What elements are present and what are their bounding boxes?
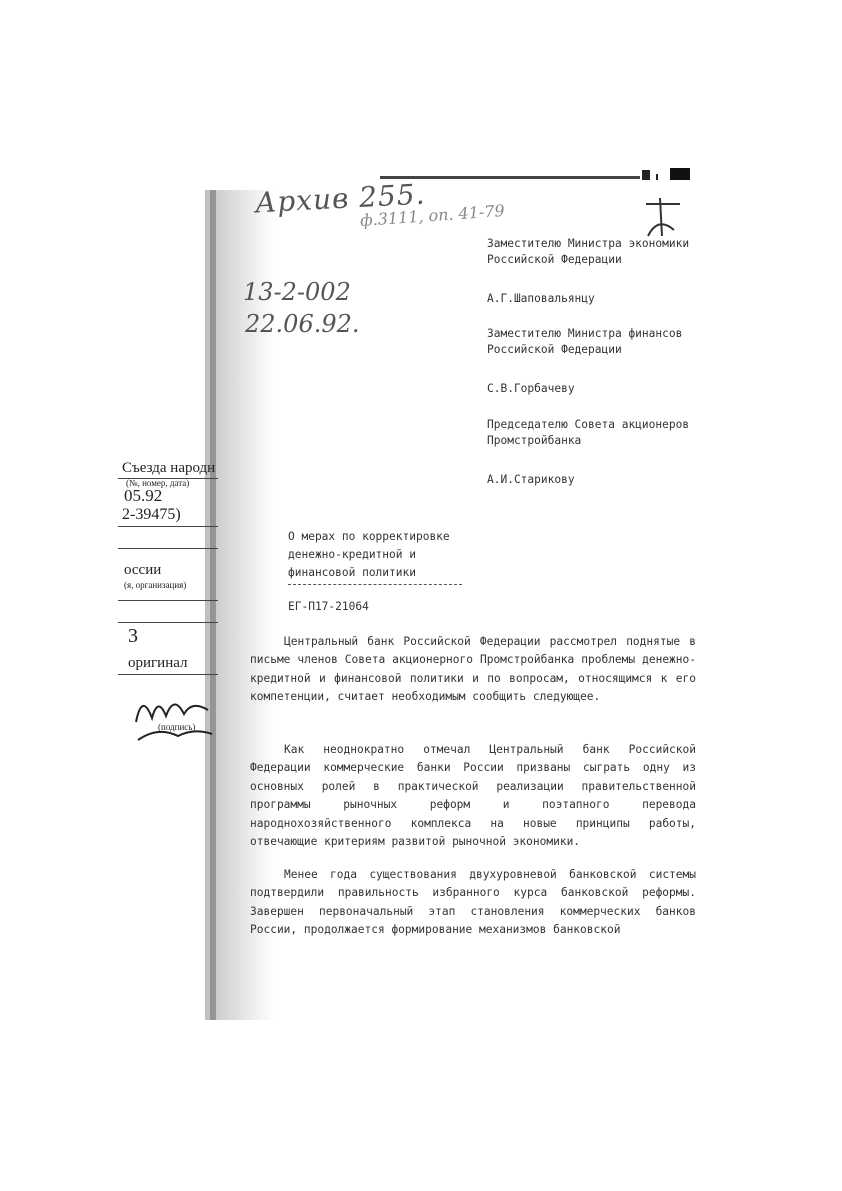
stamp-text: 3 — [128, 625, 138, 647]
scan-edge-line — [210, 190, 216, 1020]
stamp-text: 05.92 — [124, 486, 163, 505]
stamp-signature — [128, 682, 228, 742]
addressee-org: Промстройбанка — [487, 434, 582, 447]
addressee-2-name: С.В.Горбачеву — [487, 382, 575, 395]
subject-block — [288, 528, 450, 582]
stamp-text: 2-39475) — [122, 506, 181, 523]
addressee-3 — [487, 417, 689, 449]
subject-line: О мерах по корректировке — [288, 530, 450, 543]
addressee-org: Российской Федерации — [487, 253, 622, 266]
addressee-2 — [487, 326, 682, 358]
stamp-caption: (подпись) — [158, 722, 196, 732]
subject-line: денежно-кредитной и — [288, 548, 416, 561]
addressee-title: Заместителю Министра экономики — [487, 237, 690, 250]
addressee-3-name: А.И.Старикову — [487, 473, 575, 486]
top-scan-bar — [380, 168, 690, 182]
handwritten-reg-date: 22.06.92. — [245, 310, 360, 338]
subject-line: финансовой политики — [288, 566, 416, 579]
addressee-1-name: А.Г.Шаповальянцу — [487, 292, 595, 305]
stamp-text: Съезда народн — [122, 460, 216, 476]
stamp-text: оригинал — [128, 655, 188, 671]
handwritten-archive-note: Архив 255. — [254, 177, 427, 220]
body-paragraph-2: Как неоднократно отмечал Центральный банк Российской Федерации коммерческие банки России призваны сыграть одну из основных ролей в практической реализации правительственной программы рыночных реформ и поэтапного перевода народнохозяйственного комплекса на новые принципы работы, отвечающие критериям развитой рыночной экономики. — [250, 743, 696, 849]
stamp-caption: (я, организация) — [124, 580, 187, 590]
handwritten-reg-number: 13-2-002 — [243, 278, 351, 306]
stamp-caption: (№, номер, дата) — [126, 478, 190, 488]
subject-divider — [288, 584, 462, 585]
addressee-title: Заместителю Министра финансов — [487, 327, 683, 340]
body-paragraph-3: Менее года существования двухуровневой банковской системы подтвердили правильность избранного курса банковской реформы. Завершен первоначальный этап становления коммерческих банков России, продолжается формирование механизмов банковской — [250, 868, 696, 937]
stamp-text: оссии — [124, 562, 162, 578]
body-paragraph-1: Центральный банк Российской Федерации рассмотрел поднятые в письме членов Совета акционерного Промстройбанка проблемы денежно-кредитной и финансовой политики и по вопросам, относящимся к его компетенции, считает необходимым сообщить следующее. — [250, 635, 696, 704]
signature-mark — [640, 196, 684, 240]
addressee-org: Российской Федерации — [487, 343, 622, 356]
addressee-title: Председателю Совета акционеров — [487, 418, 690, 431]
reference-number: ЕГ-П17-21064 — [288, 600, 369, 613]
addressee-1 — [487, 236, 689, 268]
handwritten-archive-ref: ф.3111, оп. 41-79 — [359, 200, 506, 231]
